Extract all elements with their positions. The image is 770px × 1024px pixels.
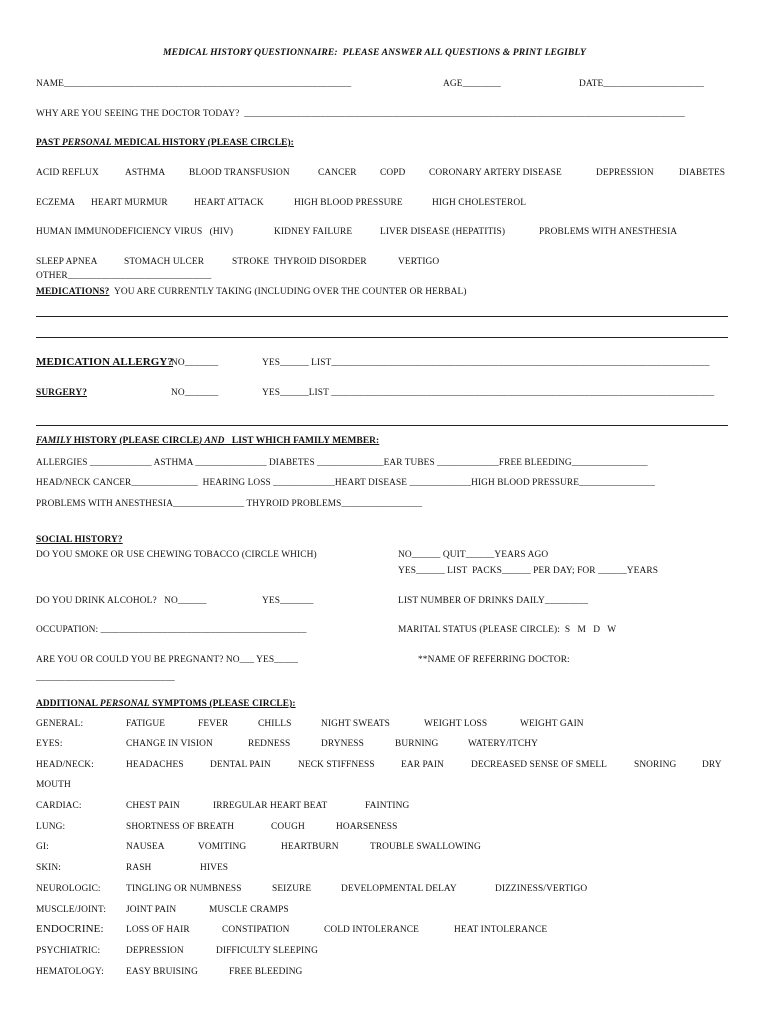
condition-option[interactable]: STOMACH ULCER <box>124 257 205 267</box>
symptom-option[interactable]: BURNING <box>395 739 439 749</box>
condition-option[interactable]: LIVER DISEASE (HEPATITIS) <box>380 227 506 237</box>
condition-option[interactable]: KIDNEY FAILURE <box>274 227 353 237</box>
symptom-option[interactable]: DECREASED SENSE OF SMELL <box>471 760 608 770</box>
occupation-field[interactable]: OCCUPATION: ___________________________________________ <box>36 625 307 635</box>
family-history-row[interactable]: HEAD/NECK CANCER______________ HEARING LOSS _____________HEART DISEASE _____________HIGH BLOOD PRESSURE________________ <box>36 478 655 488</box>
referring-doctor-field[interactable]: _____________________________ <box>36 673 175 683</box>
symptom-option[interactable]: FEVER <box>198 719 229 729</box>
visit-reason-field[interactable]: WHY ARE YOU SEEING THE DOCTOR TODAY? ____________________________________________________________________________________________ <box>36 109 685 119</box>
family-history-heading: FAMILY HISTORY (PLEASE CIRCLE) AND LIST WHICH FAMILY MEMBER: <box>36 436 380 446</box>
symptom-category-label: NEUROLOGIC: <box>36 884 101 894</box>
symptom-option[interactable]: NIGHT SWEATS <box>321 719 390 729</box>
symptom-option[interactable]: DIZZINESS/VERTIGO <box>495 884 588 894</box>
age-field[interactable]: AGE________ <box>443 79 501 89</box>
symptom-option[interactable]: VOMITING <box>198 842 247 852</box>
symptom-category-label: PSYCHIATRIC: <box>36 946 101 956</box>
medications-heading: MEDICATIONS? YOU ARE CURRENTLY TAKING (INCLUDING OVER THE COUNTER OR HERBAL) <box>36 287 467 297</box>
social-history-heading: SOCIAL HISTORY? <box>36 535 123 545</box>
symptom-option[interactable]: SEIZURE <box>272 884 312 894</box>
symptom-category-label: EYES: <box>36 739 63 749</box>
condition-option[interactable]: CORONARY ARTERY DISEASE <box>429 168 562 178</box>
symptom-category-label: SKIN: <box>36 863 61 873</box>
symptom-option[interactable]: HEADACHES <box>126 760 184 770</box>
symptom-option[interactable]: EASY BRUISING <box>126 967 199 977</box>
symptom-option[interactable]: DRYNESS <box>321 739 364 749</box>
symptom-option[interactable]: DEVELOPMENTAL DELAY <box>341 884 457 894</box>
condition-option[interactable]: ECZEMA <box>36 198 76 208</box>
symptom-category-label: GI: <box>36 842 49 852</box>
condition-option[interactable]: ASTHMA <box>125 168 166 178</box>
condition-option[interactable]: STROKE THYROID DISORDER <box>232 257 367 267</box>
condition-option[interactable]: HEART MURMUR <box>91 198 168 208</box>
symptom-category-label: GENERAL: <box>36 719 84 729</box>
symptom-option[interactable]: COUGH <box>271 822 305 832</box>
referring-doctor-label: **NAME OF REFERRING DOCTOR: <box>418 655 570 665</box>
symptom-option[interactable]: SHORTNESS OF BREATH <box>126 822 235 832</box>
allergy-no-field[interactable]: NO_______ <box>171 358 219 368</box>
date-field[interactable]: DATE_____________________ <box>579 79 704 89</box>
family-history-row[interactable]: PROBLEMS WITH ANESTHESIA_______________ THYROID PROBLEMS_________________ <box>36 499 423 509</box>
symptom-option[interactable]: HIVES <box>200 863 229 873</box>
other-condition-field[interactable]: OTHER______________________________ <box>36 271 212 281</box>
symptom-category-label: LUNG: <box>36 822 66 832</box>
symptom-option[interactable]: MUSCLE CRAMPS <box>209 905 289 915</box>
surgery-label: SURGERY? <box>36 388 87 398</box>
symptom-option[interactable]: CHEST PAIN <box>126 801 180 811</box>
condition-option[interactable]: COPD <box>380 168 406 178</box>
symptom-option[interactable]: TROUBLE SWALLOWING <box>370 842 481 852</box>
drinks-daily-field[interactable]: LIST NUMBER OF DRINKS DAILY_________ <box>398 596 588 606</box>
symptom-category-label: MUSCLE/JOINT: <box>36 905 107 915</box>
condition-option[interactable]: HEART ATTACK <box>194 198 264 208</box>
symptom-option[interactable]: FATIGUE <box>126 719 166 729</box>
symptom-option[interactable]: WEIGHT GAIN <box>520 719 584 729</box>
condition-option[interactable]: DIABETES <box>679 168 726 178</box>
symptom-category-label: HEAD/NECK: <box>36 760 94 770</box>
symptom-option[interactable]: WEIGHT LOSS <box>424 719 488 729</box>
symptom-option[interactable]: TINGLING OR NUMBNESS <box>126 884 242 894</box>
symptom-option[interactable]: COLD INTOLERANCE <box>324 925 419 935</box>
condition-option[interactable]: HIGH BLOOD PRESSURE <box>294 198 403 208</box>
condition-option[interactable]: HUMAN IMMUNODEFICIENCY VIRUS (HIV) <box>36 227 234 237</box>
medications-line[interactable] <box>36 337 728 338</box>
name-field[interactable]: NAME____________________________________________________________ <box>36 79 352 89</box>
symptom-option[interactable]: CONSTIPATION <box>222 925 290 935</box>
symptom-option[interactable]: DRY <box>702 760 722 770</box>
smoke-no-field[interactable]: NO______ QUIT______YEARS AGO <box>398 550 549 560</box>
symptom-option[interactable]: EAR PAIN <box>401 760 444 770</box>
symptom-option[interactable]: NAUSEA <box>126 842 165 852</box>
surgery-list-field[interactable]: YES______LIST ________________________________________________________________________________ <box>262 388 715 398</box>
condition-option[interactable]: PROBLEMS WITH ANESTHESIA <box>539 227 678 237</box>
symptoms-heading: ADDITIONAL PERSONAL SYMPTOMS (PLEASE CIRCLE): <box>36 699 296 709</box>
symptom-category-label: HEMATOLOGY: <box>36 967 104 977</box>
symptom-option[interactable]: IRREGULAR HEART BEAT <box>213 801 328 811</box>
symptom-option[interactable]: WATERY/ITCHY <box>468 739 538 749</box>
symptom-option[interactable]: CHANGE IN VISION <box>126 739 213 749</box>
condition-option[interactable]: DEPRESSION <box>596 168 654 178</box>
symptom-option[interactable]: RASH <box>126 863 152 873</box>
smoke-yes-field[interactable]: YES______ LIST PACKS______ PER DAY; FOR ______YEARS <box>398 566 659 576</box>
symptom-category-label: CARDIAC: <box>36 801 82 811</box>
condition-option[interactable]: SLEEP APNEA <box>36 257 98 267</box>
condition-option[interactable]: VERTIGO <box>398 257 440 267</box>
symptom-option[interactable]: DEPRESSION <box>126 946 184 956</box>
allergy-list-field[interactable]: YES______ LIST_______________________________________________________________________________ <box>262 358 710 368</box>
medication-allergy-label: MEDICATION ALLERGY? <box>36 356 174 368</box>
symptom-option[interactable]: REDNESS <box>248 739 291 749</box>
symptom-option[interactable]: FAINTING <box>365 801 410 811</box>
pregnancy-field[interactable]: ARE YOU OR COULD YOU BE PREGNANT? NO___ YES_____ <box>36 655 299 665</box>
condition-option[interactable]: BLOOD TRANSFUSION <box>189 168 290 178</box>
symptom-option[interactable]: SNORING <box>634 760 677 770</box>
symptom-option[interactable]: CHILLS <box>258 719 292 729</box>
symptom-option[interactable]: DIFFICULTY SLEEPING <box>216 946 318 956</box>
alcohol-question[interactable]: DO YOU DRINK ALCOHOL? NO______ <box>36 596 207 606</box>
symptom-option[interactable]: HEAT INTOLERANCE <box>454 925 548 935</box>
surgery-line[interactable] <box>36 425 728 426</box>
condition-option[interactable]: HIGH CHOLESTEROL <box>432 198 527 208</box>
symptom-option-continued[interactable]: MOUTH <box>36 780 71 790</box>
symptom-category-label: ENDOCRINE: <box>36 923 104 935</box>
symptom-option[interactable]: HOARSENESS <box>336 822 398 832</box>
alcohol-yes-field[interactable]: YES_______ <box>262 596 314 606</box>
condition-option[interactable]: ACID REFLUX <box>36 168 99 178</box>
medications-line[interactable] <box>36 316 728 317</box>
symptom-option[interactable]: HEARTBURN <box>281 842 339 852</box>
past-history-heading: PAST PERSONAL MEDICAL HISTORY (PLEASE CIRCLE): <box>36 138 294 148</box>
symptom-option[interactable]: NECK STIFFNESS <box>298 760 375 770</box>
smoke-question: DO YOU SMOKE OR USE CHEWING TOBACCO (CIRCLE WHICH) <box>36 550 317 560</box>
symptom-option[interactable]: FREE BLEEDING <box>229 967 303 977</box>
condition-option[interactable]: CANCER <box>318 168 357 178</box>
surgery-no-field[interactable]: NO_______ <box>171 388 219 398</box>
family-history-row[interactable]: ALLERGIES _____________ ASTHMA _______________ DIABETES ______________EAR TUBES _____________FREE BLEEDING________________ <box>36 458 648 468</box>
page-title: MEDICAL HISTORY QUESTIONNAIRE: PLEASE ANSWER ALL QUESTIONS & PRINT LEGIBLY <box>163 47 586 58</box>
symptom-option[interactable]: JOINT PAIN <box>126 905 177 915</box>
symptom-option[interactable]: DENTAL PAIN <box>210 760 271 770</box>
symptom-option[interactable]: LOSS OF HAIR <box>126 925 190 935</box>
marital-status-field[interactable]: MARITAL STATUS (PLEASE CIRCLE): S M D W <box>398 625 617 635</box>
